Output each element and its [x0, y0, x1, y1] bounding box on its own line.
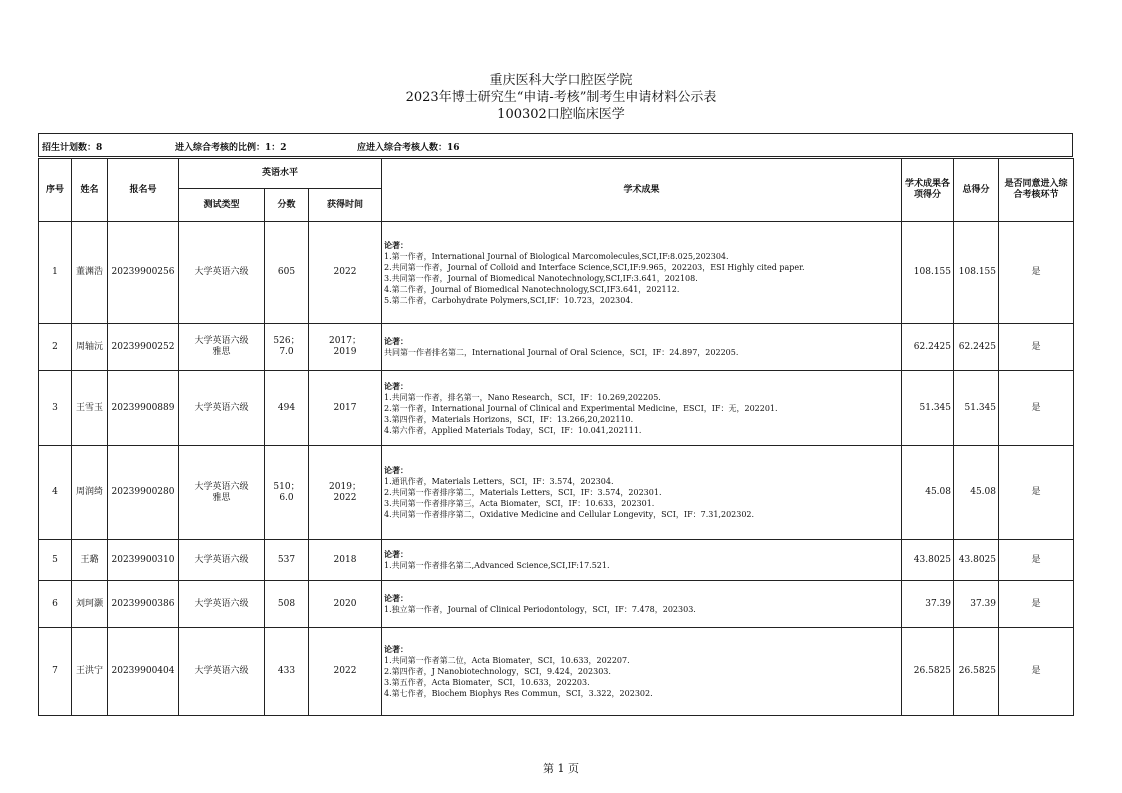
- row-time: 2022: [309, 628, 382, 716]
- row-score: 433: [265, 628, 309, 716]
- row-time: 2019； 2022: [309, 446, 382, 540]
- table-row: [39, 446, 1074, 540]
- row-agree: 是: [999, 222, 1074, 324]
- row-test-type: 大学英语六级: [179, 540, 265, 581]
- row-test-type: 大学英语六级 雅思: [179, 324, 265, 371]
- row-seq: 4: [39, 446, 72, 540]
- row-item-score: 62.2425: [902, 324, 954, 371]
- achievement-item: 2.共同第一作者，Journal of Colloid and Interface Science,SCI,IF:9.965，202203，ESI Highly cited paper.: [384, 262, 805, 272]
- row-seq: 7: [39, 628, 72, 716]
- enrollment-plan: 招生计划数：8: [42, 143, 103, 153]
- header-item-score: 学术成果各项得分: [902, 159, 954, 222]
- row-total: 62.2425: [954, 324, 999, 371]
- achievement-item: 2.第四作者，J Nanobiotechnology，SCI，9.424，202303.: [384, 667, 611, 676]
- row-time: 2018: [309, 540, 382, 581]
- document-titles: [0, 72, 1122, 123]
- row-name: 刘珂灏: [72, 581, 108, 628]
- header-seq: 序号: [39, 159, 72, 222]
- achievement-item: 4.第七作者，Biochem Biophys Res Commun，SCI，3.322，202302.: [384, 689, 653, 698]
- row-test-type: 大学英语六级: [179, 581, 265, 628]
- row-name: 王雪玉: [72, 371, 108, 446]
- applicant-table: [38, 158, 1074, 716]
- achievement-item: 3.共同第一作者，Journal of Biomedical Nanotechnology,SCI,IF:3.641，202108.: [384, 273, 698, 283]
- row-score: 510； 6.0: [265, 446, 309, 540]
- achievements-heading: 论著：: [384, 465, 408, 475]
- row-agree: 是: [999, 628, 1074, 716]
- achievement-item: 共同第一作者排名第二，International Journal of Oral Science，SCI，IF：24.897，202205.: [384, 348, 739, 357]
- row-seq: 5: [39, 540, 72, 581]
- achievement-item: 1.第一作者，International Journal of Biological Marcomolecules,SCI,IF:8.025,202304.: [384, 251, 729, 261]
- achievement-item: 5.第二作者，Carbohydrate Polymers,SCI,IF：10.723，202304.: [384, 295, 633, 305]
- row-agree: 是: [999, 446, 1074, 540]
- row-achievements: [382, 581, 902, 628]
- achievements-heading: 论著：: [384, 380, 408, 391]
- table-row: [39, 371, 1074, 446]
- row-score: 494: [265, 371, 309, 446]
- row-score: 605: [265, 222, 309, 324]
- header-total: 总得分: [954, 159, 999, 222]
- row-total: 37.39: [954, 581, 999, 628]
- row-time: 2017: [309, 371, 382, 446]
- row-name: 董渊浩: [72, 222, 108, 324]
- row-achievements: [382, 324, 902, 371]
- row-test-type: 大学英语六级: [179, 371, 265, 446]
- row-total: 51.345: [954, 371, 999, 446]
- row-achievements: [382, 628, 902, 716]
- row-regno: 20239900256: [108, 222, 179, 324]
- row-name: 王璐: [72, 540, 108, 581]
- row-agree: 是: [999, 371, 1074, 446]
- comprehensive-ratio: 进入综合考核的比例：1：2: [175, 143, 287, 153]
- header-name: 姓名: [72, 159, 108, 222]
- achievement-item: 2.共同第一作者排序第二，Materials Letters，SCI，IF：3.574，202301.: [384, 488, 662, 497]
- header-achievements: 学术成果: [382, 159, 902, 222]
- achievement-item: 1.独立第一作者，Journal of Clinical Periodontology，SCI，IF：7.478，202303.: [384, 605, 696, 614]
- achievement-item: 2.第一作者，International Journal of Clinical and Experimental Medicine，ESCI，IF：无，202201.: [384, 403, 778, 413]
- title-school: 重庆医科大学口腔医学院: [489, 73, 633, 88]
- header-english: 英语水平: [179, 159, 382, 189]
- row-regno: 20239900310: [108, 540, 179, 581]
- achievements-heading: 论著：: [384, 549, 408, 559]
- row-achievements: [382, 540, 902, 581]
- row-agree: 是: [999, 324, 1074, 371]
- table-row: [39, 628, 1074, 716]
- row-seq: 2: [39, 324, 72, 371]
- table-row: [39, 222, 1074, 324]
- row-name: 周润绮: [72, 446, 108, 540]
- achievements-heading: 论著：: [384, 336, 408, 346]
- achievement-item: 1.共同第一作者第二位，Acta Biomater，SCI，10.633，202207.: [384, 656, 630, 665]
- row-seq: 6: [39, 581, 72, 628]
- row-item-score: 26.5825: [902, 628, 954, 716]
- row-seq: 1: [39, 222, 72, 324]
- row-score: 526； 7.0: [265, 324, 309, 371]
- row-agree: 是: [999, 540, 1074, 581]
- row-name: 王洪宁: [72, 628, 108, 716]
- achievements-heading: 论著：: [384, 593, 408, 603]
- row-achievements: [382, 371, 902, 446]
- title-major: 100302口腔临床医学: [497, 107, 625, 122]
- row-item-score: 108.155: [902, 222, 954, 324]
- header-agree: 是否同意进入综合考核环节: [999, 159, 1074, 222]
- achievement-item: 3.共同第一作者排序第三，Acta Biomater，SCI，IF：10.633，202301.: [384, 499, 655, 508]
- row-total: 26.5825: [954, 628, 999, 716]
- page-number: 第 1 页: [543, 762, 579, 775]
- row-agree: 是: [999, 581, 1074, 628]
- achievement-item: 4.第二作者，Journal of Biomedical Nanotechnology,SCI,IF3.641，202112.: [384, 284, 680, 294]
- header-test-type: 测试类型: [179, 189, 265, 222]
- achievement-item: 3.第五作者，Acta Biomater，SCI，10.633，202203.: [384, 678, 590, 687]
- row-total: 108.155: [954, 222, 999, 324]
- achievement-item: 4.共同第一作者排序第二，Oxidative Medicine and Cellular Longevity，SCI，IF：7.31,202302.: [384, 510, 755, 519]
- table-row: [39, 581, 1074, 628]
- row-test-type: 大学英语六级 雅思: [179, 446, 265, 540]
- achievement-item: 3.第四作者，Materials Horizons，SCI，IF：13.266,20,202110.: [384, 414, 634, 424]
- achievement-item: 1.通讯作者，Materials Letters，SCI，IF：3.574，202304.: [384, 477, 614, 486]
- row-score: 537: [265, 540, 309, 581]
- row-item-score: 45.08: [902, 446, 954, 540]
- row-total: 43.8025: [954, 540, 999, 581]
- row-regno: 20239900280: [108, 446, 179, 540]
- row-achievements: [382, 446, 902, 540]
- row-regno: 20239900889: [108, 371, 179, 446]
- header-regno: 报名号: [108, 159, 179, 222]
- achievements-heading: 论著：: [384, 239, 408, 250]
- achievement-item: 4.第六作者，Applied Materials Today，SCI，IF：10.041,202111.: [384, 425, 642, 435]
- title-main: 2023年博士研究生“申请-考核”制考生申请材料公示表: [405, 90, 717, 105]
- achievements-heading: 论著：: [384, 644, 408, 654]
- row-seq: 3: [39, 371, 72, 446]
- table-row: [39, 324, 1074, 371]
- enrollment-summary: [38, 133, 1073, 157]
- row-regno: 20239900252: [108, 324, 179, 371]
- row-time: 2022: [309, 222, 382, 324]
- row-test-type: 大学英语六级: [179, 222, 265, 324]
- header-time: 获得时间: [309, 189, 382, 222]
- row-time: 2020: [309, 581, 382, 628]
- row-regno: 20239900386: [108, 581, 179, 628]
- row-achievements: [382, 222, 902, 324]
- row-total: 45.08: [954, 446, 999, 540]
- row-test-type: 大学英语六级: [179, 628, 265, 716]
- row-name: 周轴沅: [72, 324, 108, 371]
- row-item-score: 43.8025: [902, 540, 954, 581]
- achievement-item: 1.共同第一作者，排名第一，Nano Research，SCI，IF：10.269,202205.: [384, 392, 661, 402]
- achievement-item: 1.共同第一作者排名第二,Advanced Science,SCI,IF:17.521.: [384, 561, 610, 570]
- row-item-score: 37.39: [902, 581, 954, 628]
- table-row: [39, 540, 1074, 581]
- row-regno: 20239900404: [108, 628, 179, 716]
- row-item-score: 51.345: [902, 371, 954, 446]
- row-time: 2017； 2019: [309, 324, 382, 371]
- expected-count: 应进入综合考核人数：16: [357, 143, 460, 153]
- header-score: 分数: [265, 189, 309, 222]
- row-score: 508: [265, 581, 309, 628]
